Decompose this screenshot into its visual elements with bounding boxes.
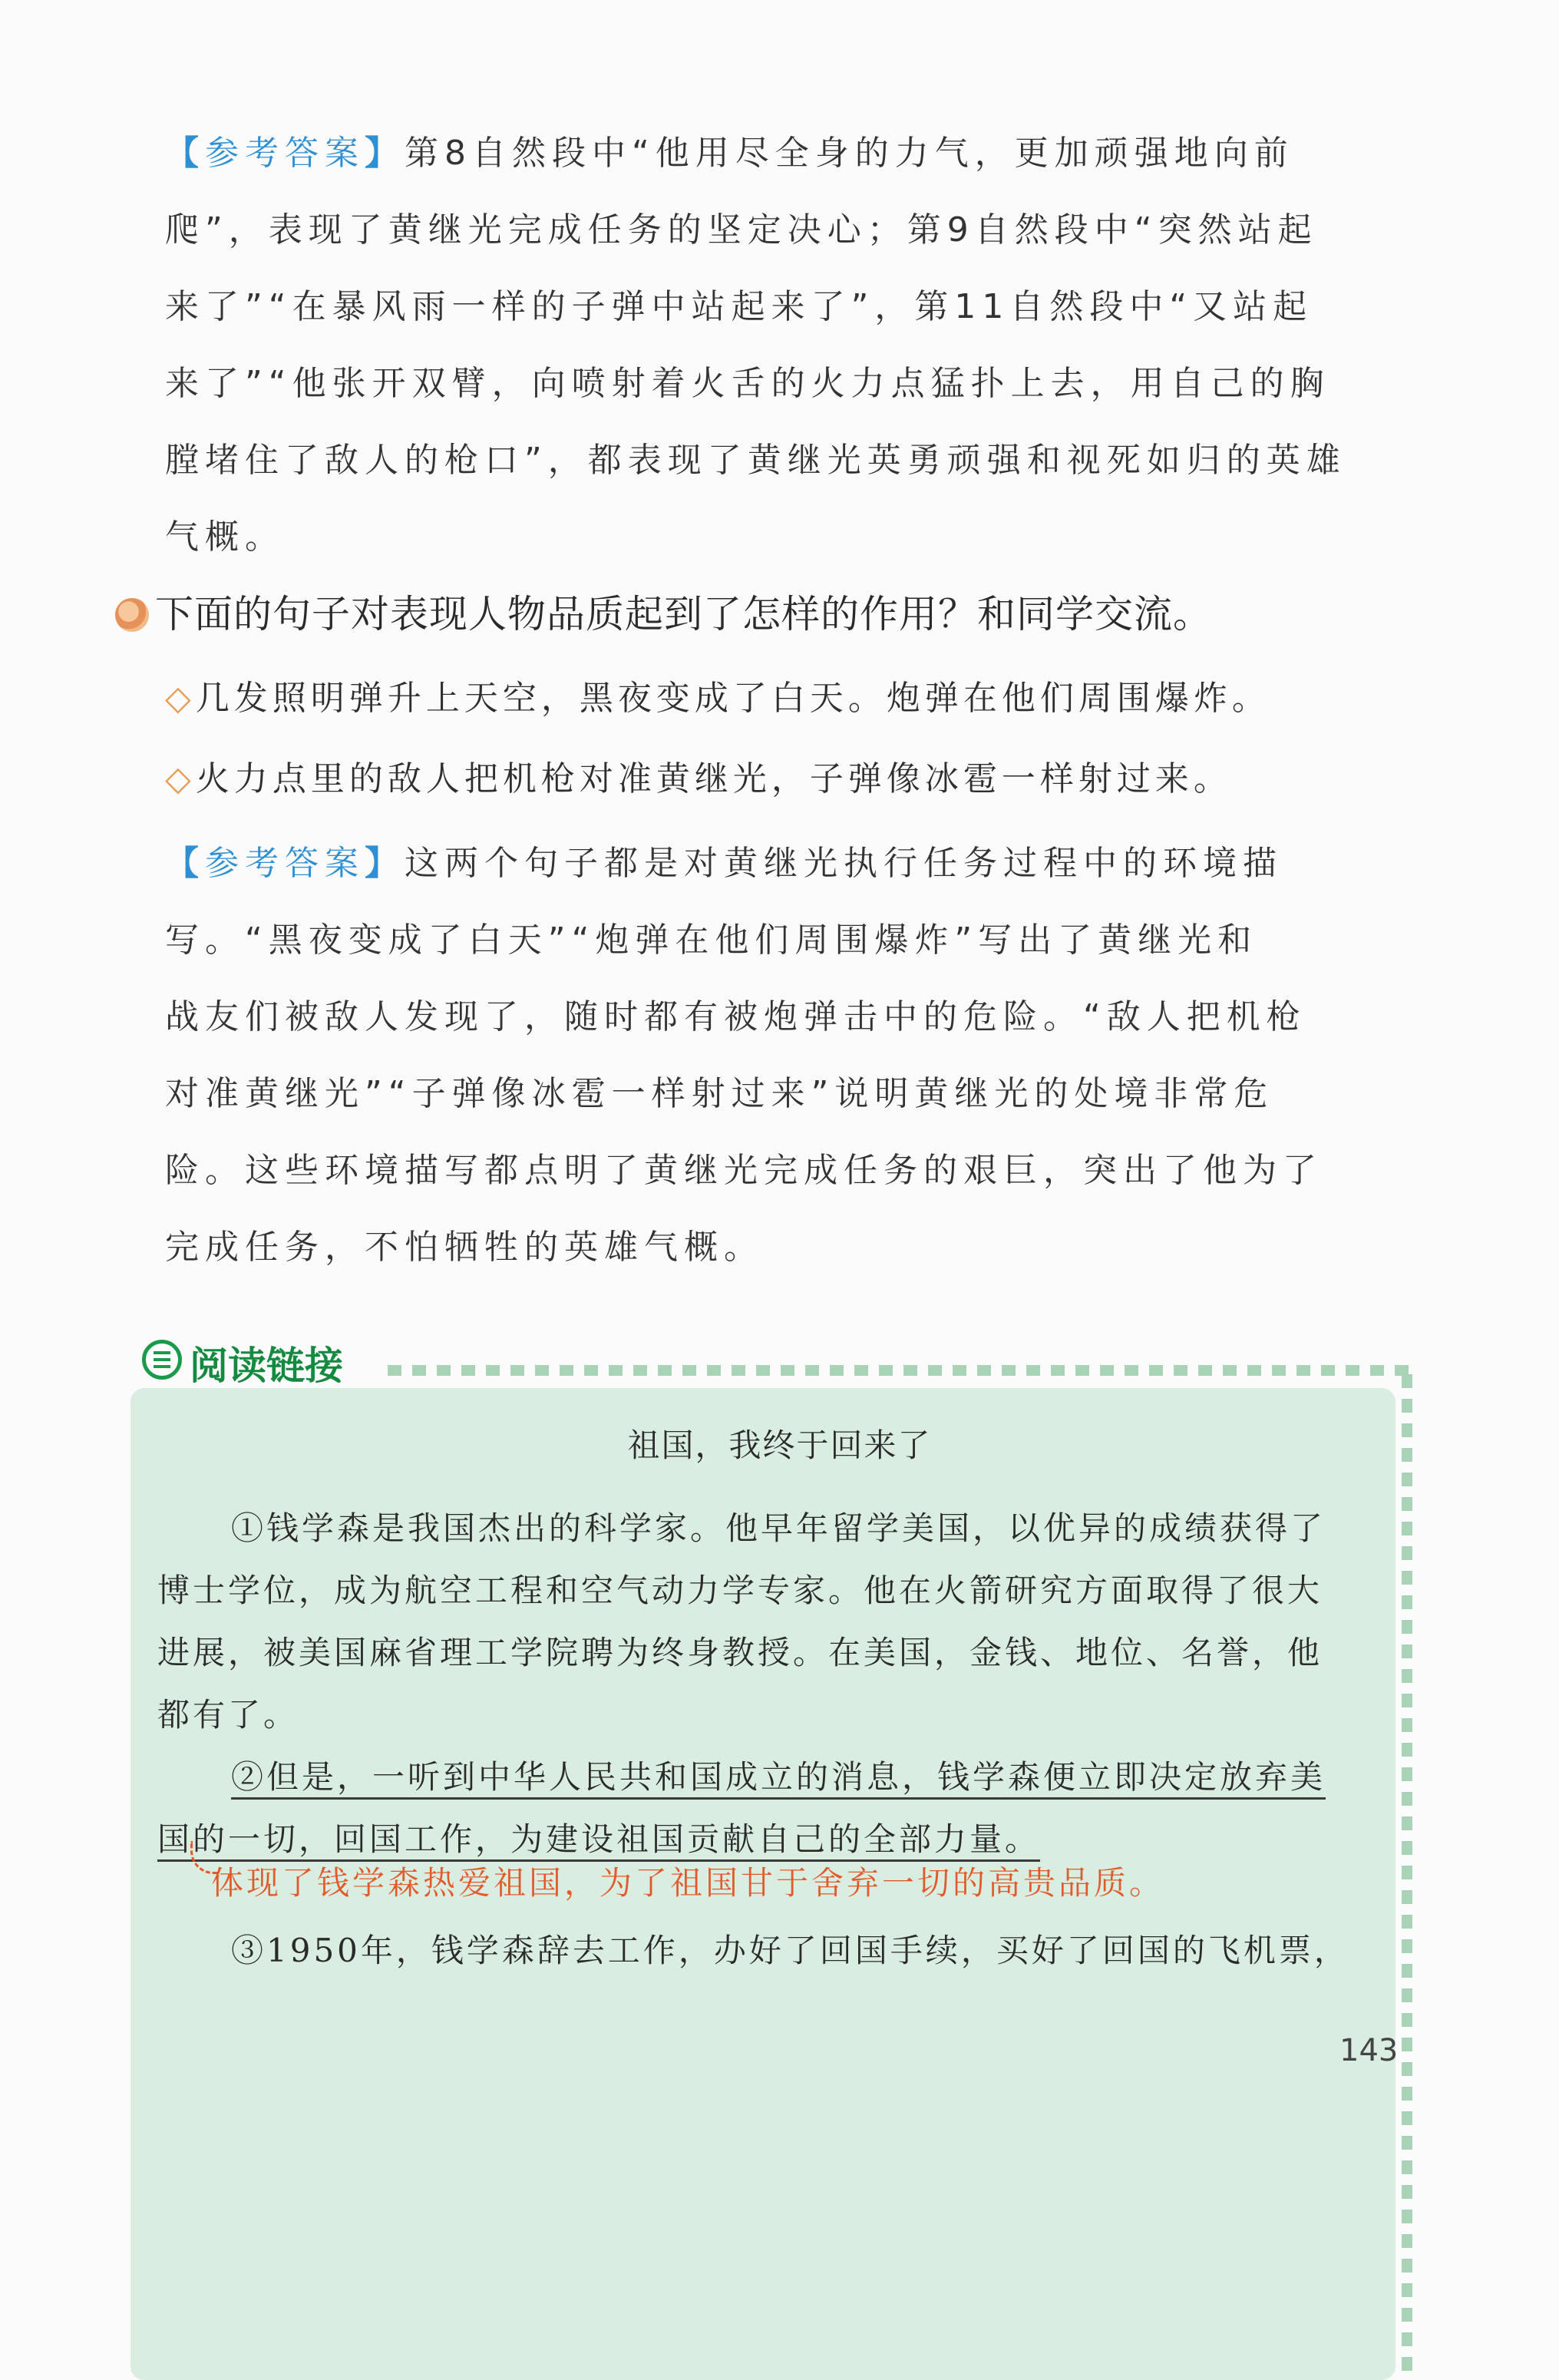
paragraph-line: ③1950年，钱学森辞去工作，办好了回国手续，买好了回国的飞机票， [231, 1932, 1349, 1969]
answer-line: 写。“黑夜变成了白天”“炮弹在他们周围爆炸”写出了黄继光和 [165, 921, 1258, 960]
diamond-bullet-icon: ◇ [165, 679, 191, 718]
underlined-text: 国的一切，回国工作，为建设祖国贡献自己的全部力量。 [157, 1820, 1040, 1862]
answer-line: 【参考答案】第8自然段中“他用尽全身的力气，更加顽强地向前 [165, 134, 1294, 173]
book-lines-icon [142, 1340, 182, 1380]
answer-line: 险。这些环境描写都点明了黄继光完成任务的艰巨，突出了他为了 [165, 1151, 1323, 1190]
answer-line: 来了”“他张开双臂，向喷射着火舌的火力点猛扑上去，用自己的胸 [165, 364, 1330, 403]
article-paragraph-2 [157, 1746, 1374, 1870]
answer-line: 对准黄继光”“子弹像冰雹一样射过来”说明黄继光的处境非常危 [165, 1074, 1274, 1113]
annotation-note: 体现了钱学森热爱祖国，为了祖国甘于舍弃一切的高贵品质。 [211, 1864, 1165, 1902]
answer-line: 爬”，表现了黄继光完成任务的坚定决心；第9自然段中“突然站起 [165, 210, 1318, 250]
answer-label: 【参考答案】 [165, 134, 405, 173]
paragraph-line [157, 1746, 1374, 1808]
reading-link-title: 阅读链接 [190, 1344, 343, 1388]
article-paragraph-3 [157, 1919, 1374, 1982]
dashed-border-top [388, 1365, 1412, 1376]
example-sentence-1: ◇ 几发照明弹升上天空，黑夜变成了白天。炮弹在他们周围爆炸。 [165, 679, 1270, 718]
answer-line: 来了”“在暴风雨一样的子弹中站起来了”，第11自然段中“又站起 [165, 287, 1313, 326]
example-sentence-2: ◇ 火力点里的敌人把机枪对准黄继光，子弹像冰雹一样射过来。 [165, 759, 1232, 798]
paragraph-line: ①钱学森是我国杰出的科学家。他早年留学美国，以优异的成绩获得了 [231, 1509, 1326, 1547]
diamond-bullet-icon: ◇ [165, 759, 191, 798]
article-paragraph-1 [157, 1497, 1374, 1746]
page-number: 143 [1339, 2033, 1399, 2068]
answer-line: 【参考答案】这两个句子都是对黄继光执行任务过程中的环境描 [165, 844, 1283, 883]
speech-bubble-icon [115, 598, 149, 632]
answer-line: 膛堵住了敌人的枪口”，都表现了黄继光英勇顽强和视死如归的英雄 [165, 441, 1346, 480]
reference-answer-1 [165, 115, 1405, 576]
answer-label: 【参考答案】 [165, 844, 405, 883]
paragraph-line: 都有了。 [157, 1696, 299, 1734]
answer-line: 完成任务，不怕牺牲的英雄气概。 [165, 1228, 764, 1267]
answer-line: 战友们被敌人发现了，随时都有被炮弹击中的危险。“敌人把机枪 [165, 997, 1306, 1036]
answer-line: 气概。 [165, 517, 285, 557]
question-text: 下面的句子对表现人物品质起到了怎样的作用？和同学交流。 [155, 592, 1212, 636]
underlined-text: ②但是，一听到中华人民共和国成立的消息，钱学森便立即决定放弃美 [231, 1758, 1326, 1800]
article-title: 祖国，我终于回来了 [627, 1426, 932, 1464]
discussion-question [115, 583, 1420, 645]
reference-answer-2 [165, 825, 1405, 1286]
paragraph-line: 博士学位，成为航空工程和空气动力学专家。他在火箭研究方面取得了很大 [157, 1572, 1323, 1609]
paragraph-line: 进展，被美国麻省理工学院聘为终身教授。在美国，金钱、地位、名誉，他 [157, 1634, 1323, 1671]
